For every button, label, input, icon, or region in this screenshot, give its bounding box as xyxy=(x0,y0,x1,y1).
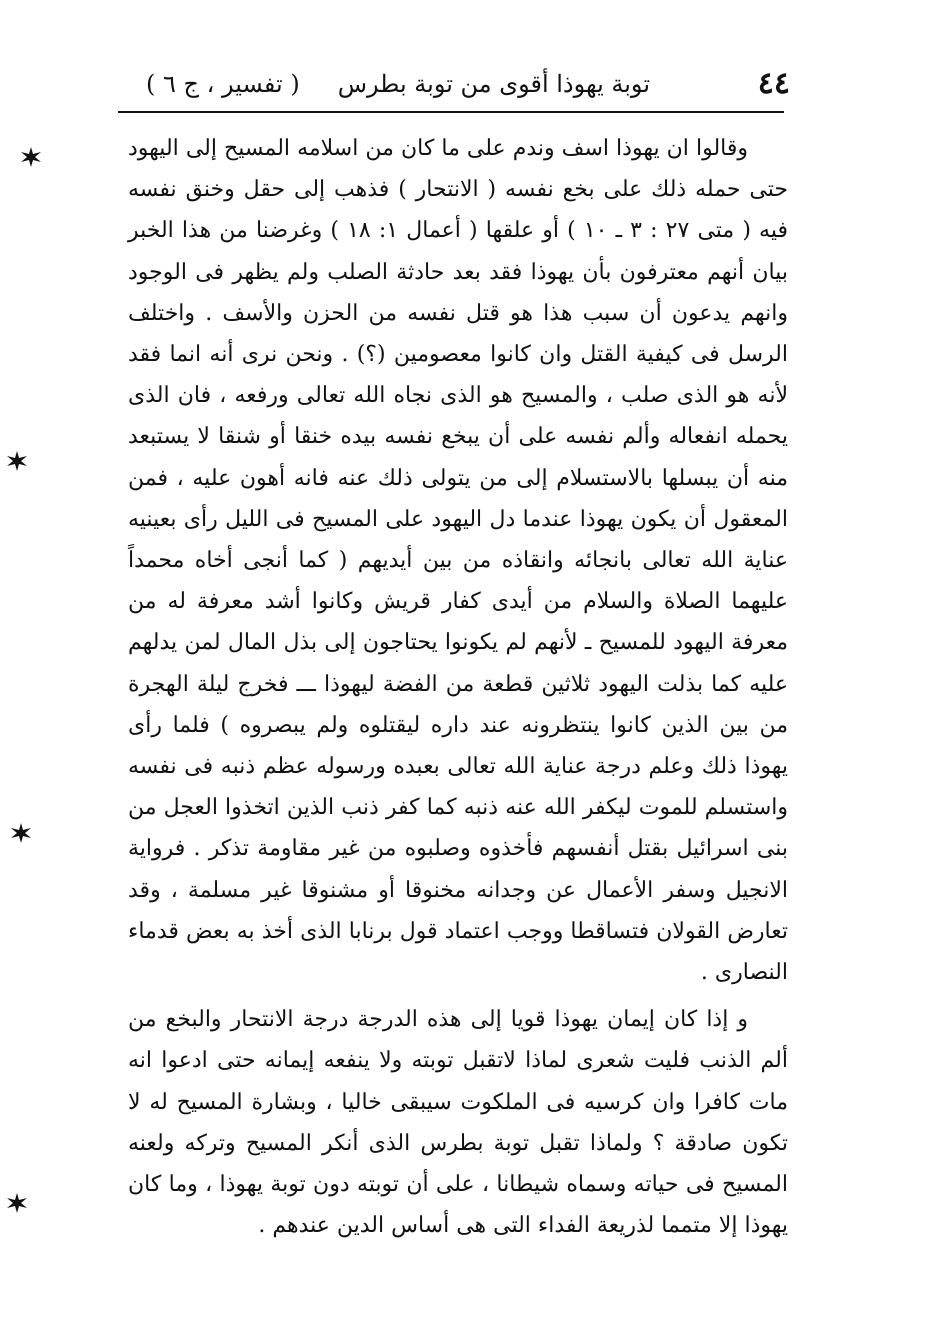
page-number: ٤٤ xyxy=(757,66,790,101)
running-title: توبة يهوذا أقوى من توبة بطرس xyxy=(337,70,650,98)
header-divider xyxy=(118,111,784,113)
margin-ornament-icon xyxy=(10,822,32,844)
page-body xyxy=(128,128,788,1268)
page-header xyxy=(118,62,790,106)
margin-ornament-icon xyxy=(6,1192,28,1214)
margin-ornament-icon xyxy=(6,450,28,472)
paragraph-1: وقالوا ان يهوذا اسف وندم على ما كان من اسلامه المسيح إلى اليهود حتى حمله ذلك على بخع نفسه ( الانتحار ) فذهب إلى حقل وخنق نفسه فيه ( متى ٢٧ : ٣ ـ ١٠ ) أو علقها ( أعمال ١: ١٨ ) وغرضنا من هذا الخبر بيان أنهم معترفون بأن يهوذا فقد بعد حادثة الصلب ولم يظهر فى الوجود وانهم يدعون أن سبب هذا هو قتل نفسه من الحزن والأسف . واختلف الرسل فى كيفية القتل وان كانوا معصومين (؟) . ونحن نرى أنه انما فقد لأنه هو الذى صلب ، والمسيح هو الذى نجاه الله تعالى ورفعه ، فان الذى يحمله انفعاله وألم نفسه على أن يبخع نفسه بيده خنقا أو شنقا لا يستبعد منه أن يبسلها بالاستسلام إلى من يتولى ذلك عنه فانه أهون عليه ، فمن المعقول أن يكون يهوذا عندما دل اليهود على المسيح فى الليل رأى بعينيه عناية الله تعالى بانجائه وانقاذه من بين أيديهم ( كما أنجى أخاه محمداً عليهما الصلاة والسلام من أيدى كفار قريش وكانوا أشد معرفة له من معرفة اليهود للمسيح ـ لأنهم لم يكونوا يحتاجون إلى بذل المال لمن يدلهم عليه كما بذلت اليهود ثلاثين قطعة من الفضة ليهوذا ـــ فخرج ليلة الهجرة من بين الذين كانوا ينتظرونه عند داره ليقتلوه ولم يبصروه ) فلما رأى يهوذا ذلك وعلم درجة عناية الله تعالى بعبده ورسوله عظم ذنبه فى نفسه واستسلم للموت ليكفر الله عنه ذنبه كما كفر ذنب الذين اتخذوا العجل من بنى اسرائيل بقتل أنفسهم فأخذوه وصلبوه من غير مقاومة تذكر . فرواية الانجيل وسفر الأعمال عن وجدانه مخنوقا أو مشنوقا غير مسلمة ، وقد تعارض القولان فتساقطا ووجب اعتماد قول برنابا الذى أخذ به بعض قدماء النصارى . xyxy=(128,136,788,986)
paragraph-2: و إذا كان إيمان يهوذا قويا إلى هذه الدرجة درجة الانتحار والبخع من ألم الذنب فليت شعرى لماذا لاتقبل توبته ولا ينفعه إيمانه حتى ادعوا انه مات كافرا وان كرسيه فى الملكوت سيبقى خاليا ، وبشارة المسيح له لا تكون صادقة ؟ ولماذا تقبل توبة بطرس الذى أنكر المسيح وتركه ولعنه المسيح فى حياته وسماه شيطانا ، على أن توبته دون توبة يهوذا ، وما كان يهوذا إلا متمما لذريعة الفداء التى هى أساس الدين عندهم . xyxy=(128,1007,788,1239)
margin-ornament-icon xyxy=(20,146,42,168)
book-reference: ( تفسير ، ج ٦ ) xyxy=(146,70,300,98)
